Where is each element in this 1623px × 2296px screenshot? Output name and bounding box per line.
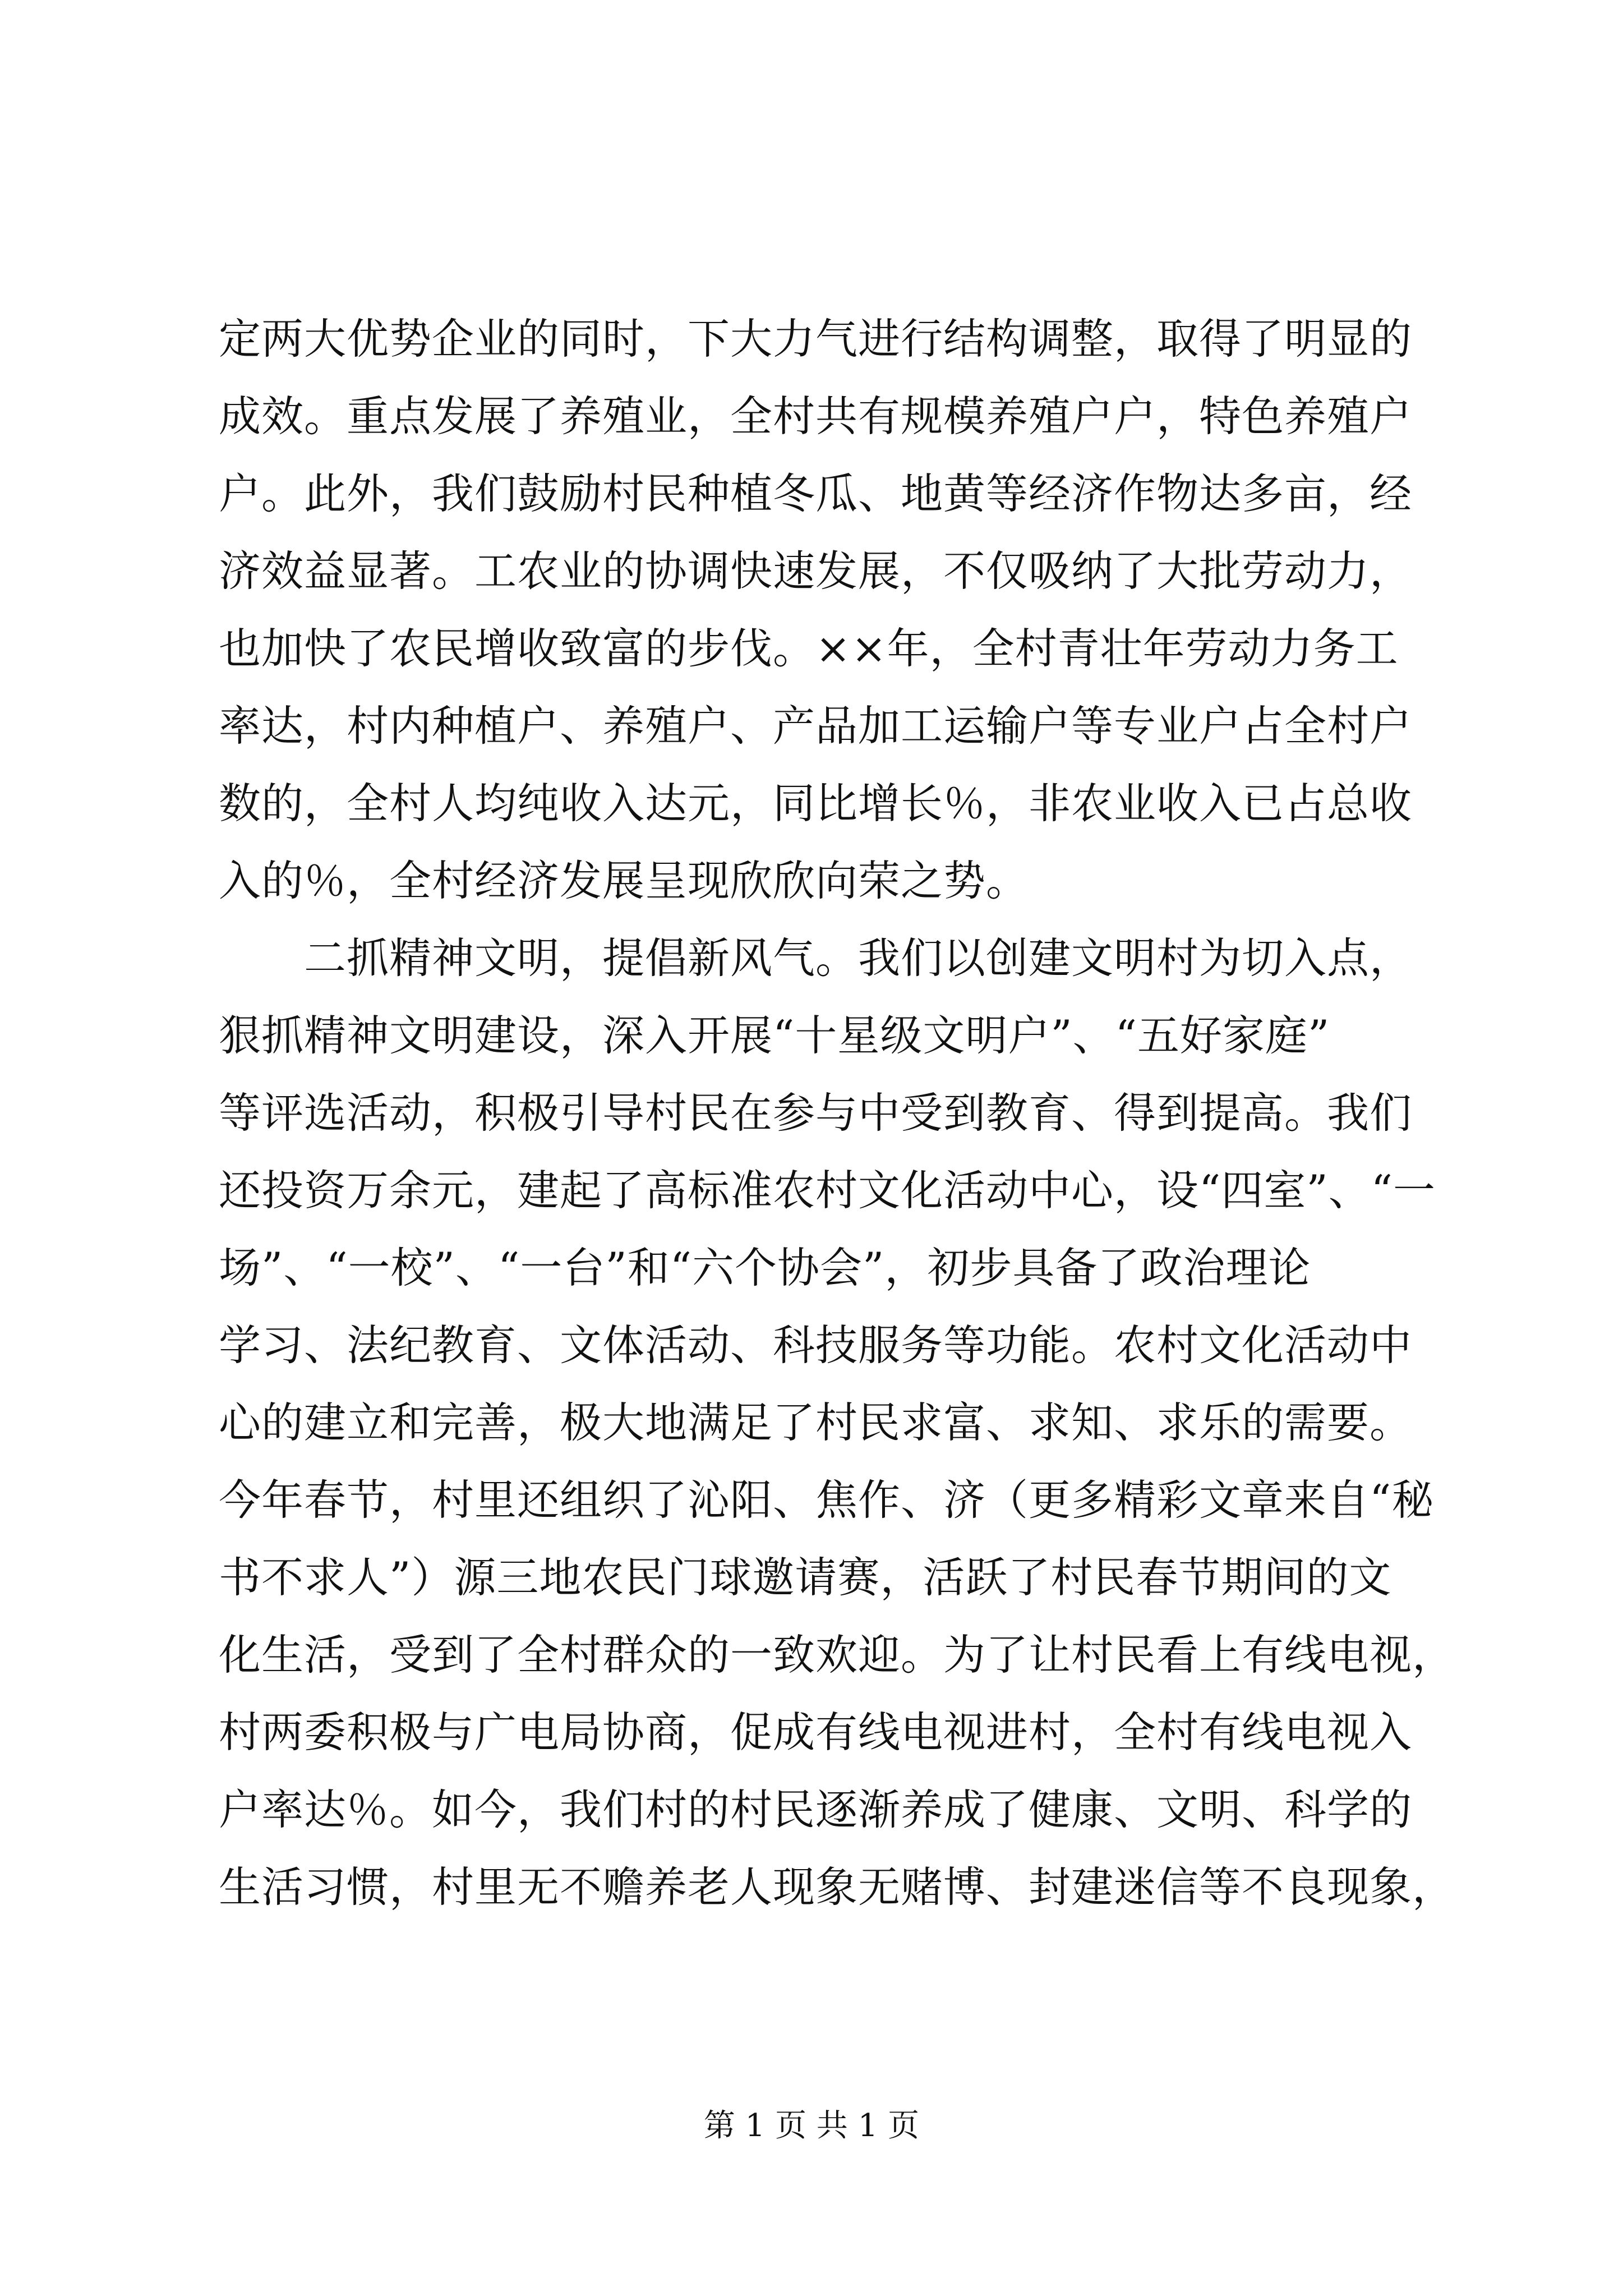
paragraph-start-line: 二抓精神文明，提倡新风气。我们以创建文明村为切入点， [219, 933, 1413, 983]
text-line: 狠抓精神文明建设，深入开展“十星级文明户”、“五好家庭” [219, 1011, 1330, 1060]
body-text [219, 300, 1455, 1926]
text-line: 化生活，受到了全村群众的一致欢迎。为了让村民看上有线电视， [219, 1630, 1455, 1680]
text-line: 户率达％。如今，我们村的村民逐渐养成了健康、文明、科学的 [219, 1785, 1413, 1834]
text-line: 率达，村内种植户、养殖户、产品加工运输户等专业户占全村户 [219, 701, 1413, 751]
text-line: 还投资万余元，建起了高标准农村文化活动中心，设“四室”、“一 [219, 1166, 1436, 1215]
text-line: 生活习惯，村里无不赡养老人现象无赌博、封建迷信等不良现象， [219, 1862, 1455, 1912]
text-line: 场”、“一校”、“一台”和“六个协会”，初步具备了政治理论 [219, 1243, 1311, 1292]
text-line: 书不求人”）源三地农民门球邀请赛，活跃了村民春节期间的文 [219, 1553, 1392, 1602]
text-line: 村两委积极与广电局协商，促成有线电视进村，全村有线电视入 [219, 1708, 1413, 1757]
page-footer: 第 1 页 共 1 页 [703, 2108, 920, 2144]
text-line: 成效。重点发展了养殖业，全村共有规模养殖户户，特色养殖户 [219, 392, 1413, 441]
text-line: 数的，全村人均纯收入达元，同比增长％，非农业收入已占总收 [219, 779, 1413, 828]
text-line: 学习、法纪教育、文体活动、科技服务等功能。农村文化活动中 [219, 1320, 1413, 1370]
text-line: 等评选活动，积极引导村民在参与中受到教育、得到提高。我们 [219, 1088, 1413, 1138]
text-line: 定两大优势企业的同时，下大力气进行结构调整，取得了明显的 [219, 314, 1413, 364]
text-line: 济效益显著。工农业的协调快速发展，不仅吸纳了大批劳动力， [219, 546, 1413, 596]
text-line: 今年春节，村里还组织了沁阳、焦作、济（更多精彩文章来自“秘 [219, 1475, 1435, 1525]
text-line: 也加快了农民增收致富的步伐。××年，全村青壮年劳动力务工 [219, 624, 1399, 673]
text-line: 入的％，全村经济发展呈现欣欣向荣之势。 [219, 856, 1029, 905]
text-line: 心的建立和完善，极大地满足了村民求富、求知、求乐的需要。 [219, 1398, 1413, 1447]
text-line: 户。此外，我们鼓励村民种植冬瓜、地黄等经济作物达多亩，经 [219, 469, 1413, 518]
